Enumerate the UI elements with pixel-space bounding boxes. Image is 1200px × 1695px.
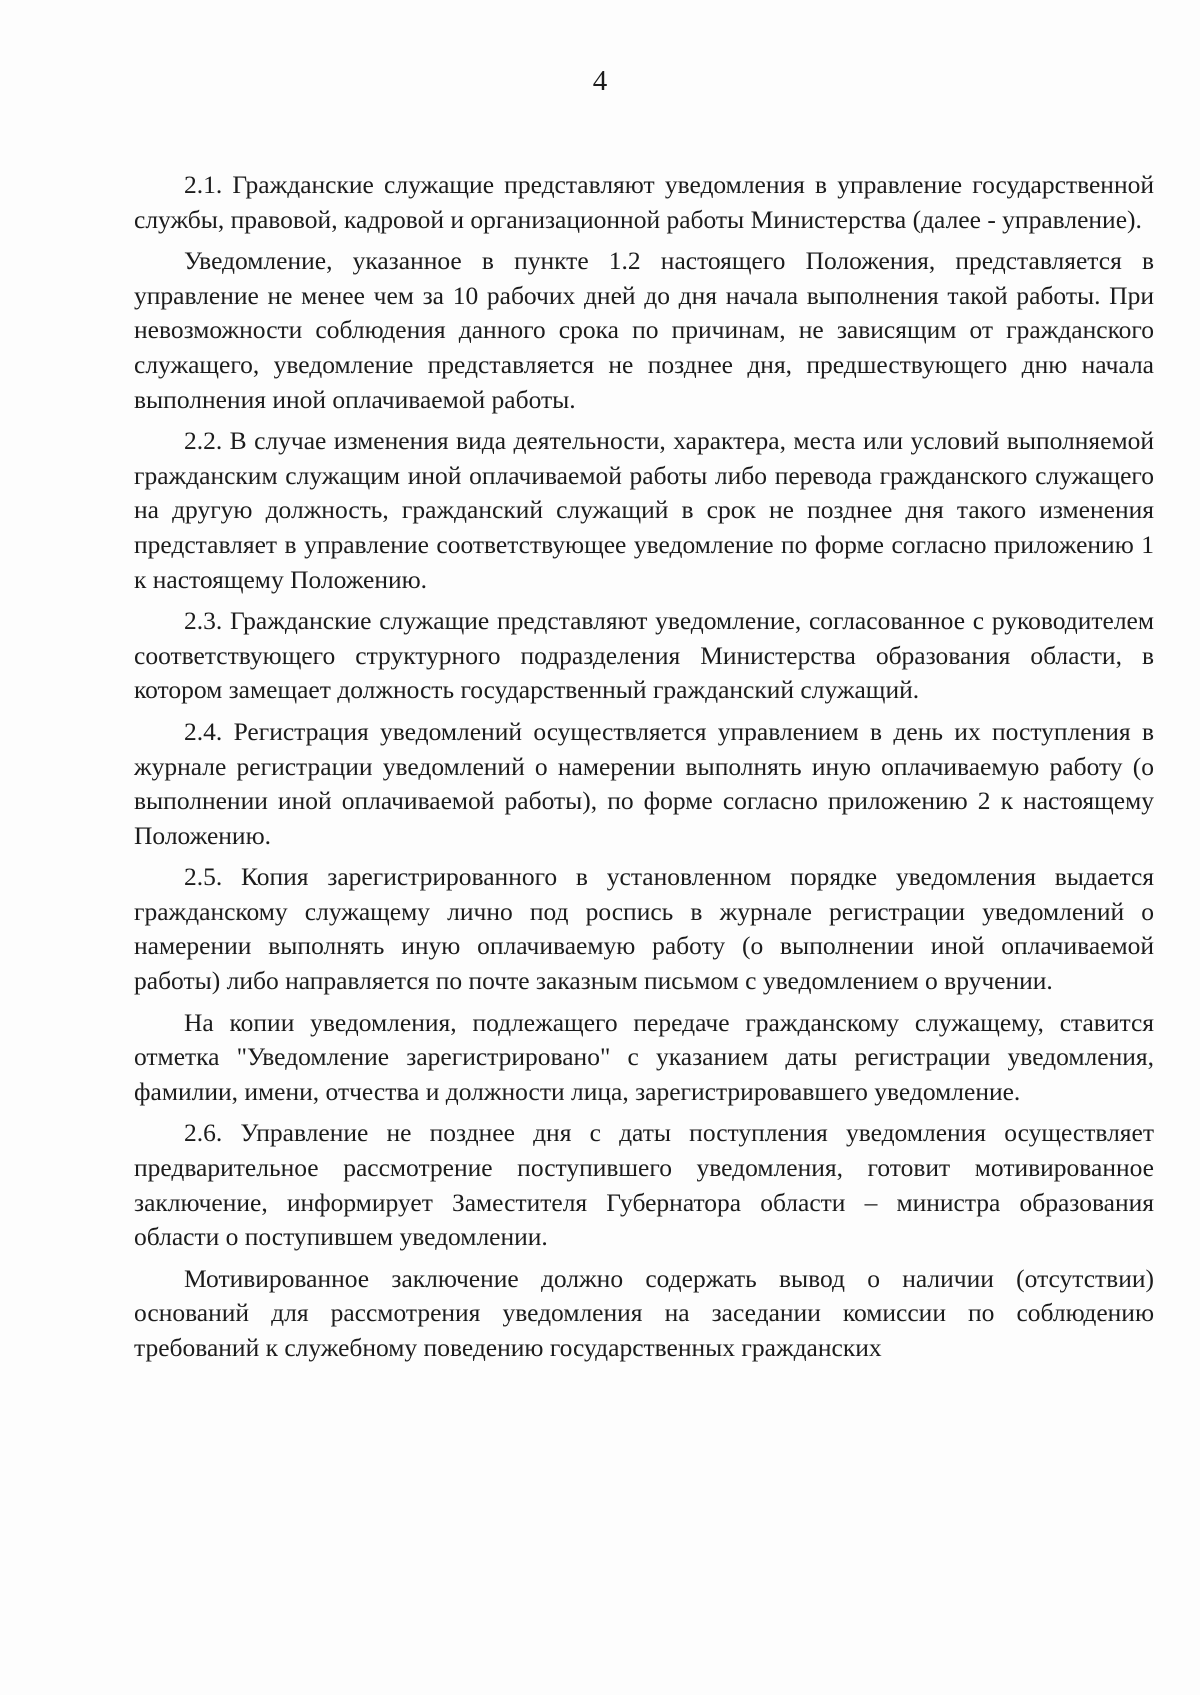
paragraph-2-6: 2.6. Управление не позднее дня с даты поступления уведомления осуществляет предварительное рассмотрение поступившего уведомления, готовит мотивированное заключение, информирует Заместителя Губернатора области – министра образования области о поступившем уведомлении.: [134, 1118, 1154, 1252]
paragraph-2-1: 2.1. Гражданские служащие представляют уведомления в управление государственной службы, правовой, кадровой и организационной работы Министерства (далее - управление).: [134, 170, 1154, 234]
paragraph-notification-deadline: Уведомление, указанное в пункте 1.2 настоящего Положения, представляется в управление не менее чем за 10 рабочих дней до дня начала выполнения такой работы. При невозможности соблюдения данного срока по причинам, не зависящим от гражданского служащего, уведомление представляется не позднее дня, предшествующего дню начала выполнения иной оплачиваемой работы.: [134, 246, 1154, 414]
paragraph-2-3: 2.3. Гражданские служащие представляют уведомление, согласованное с руководителем соответствующего структурного подразделения Министерства образования области, в котором замещает должность государственный гражданский служащий.: [134, 606, 1154, 705]
paragraph-motivated-conclusion: Мотивированное заключение должно содержать вывод о наличии (отсутствии) оснований для рассмотрения уведомления на заседании комиссии по соблюдению требований к служебному поведению государственных гражданских: [134, 1263, 1154, 1362]
paragraph-2-2: 2.2. В случае изменения вида деятельности, характера, места или условий выполняемой гражданским служащим иной оплачиваемой работы либо перевода гражданского служащего на другую должность, гражданский служащий в срок не позднее дня такого изменения представляет в управление соответствующее уведомление по форме согласно приложению 1 к настоящему Положению.: [134, 426, 1154, 594]
paragraph-2-5: 2.5. Копия зарегистрированного в установленном порядке уведомления выдается гражданскому служащему лично под роспись в журнале регистрации уведомлений о намерении выполнять иную оплачиваемую работу (о выполнении иной оплачиваемой работы) либо направляется по почте заказным письмом с уведомлением о вручении.: [134, 862, 1154, 996]
paragraph-copy-mark: На копии уведомления, подлежащего передаче гражданскому служащему, ставится отметка "Уведомление зарегистрировано" с указанием даты регистрации уведомления, фамилии, имени, отчества и должности лица, зарегистрировавшего уведомление.: [134, 1007, 1154, 1106]
document-body: [134, 168, 1154, 1366]
paragraph-2-4: 2.4. Регистрация уведомлений осуществляется управлением в день их поступления в журнале регистрации уведомлений о намерении выполнять иную оплачиваемую работу (о выполнении иной оплачиваемой работы), по форме согласно приложению 2 к настоящему Положению.: [134, 716, 1154, 850]
page-number: 4: [592, 65, 608, 97]
